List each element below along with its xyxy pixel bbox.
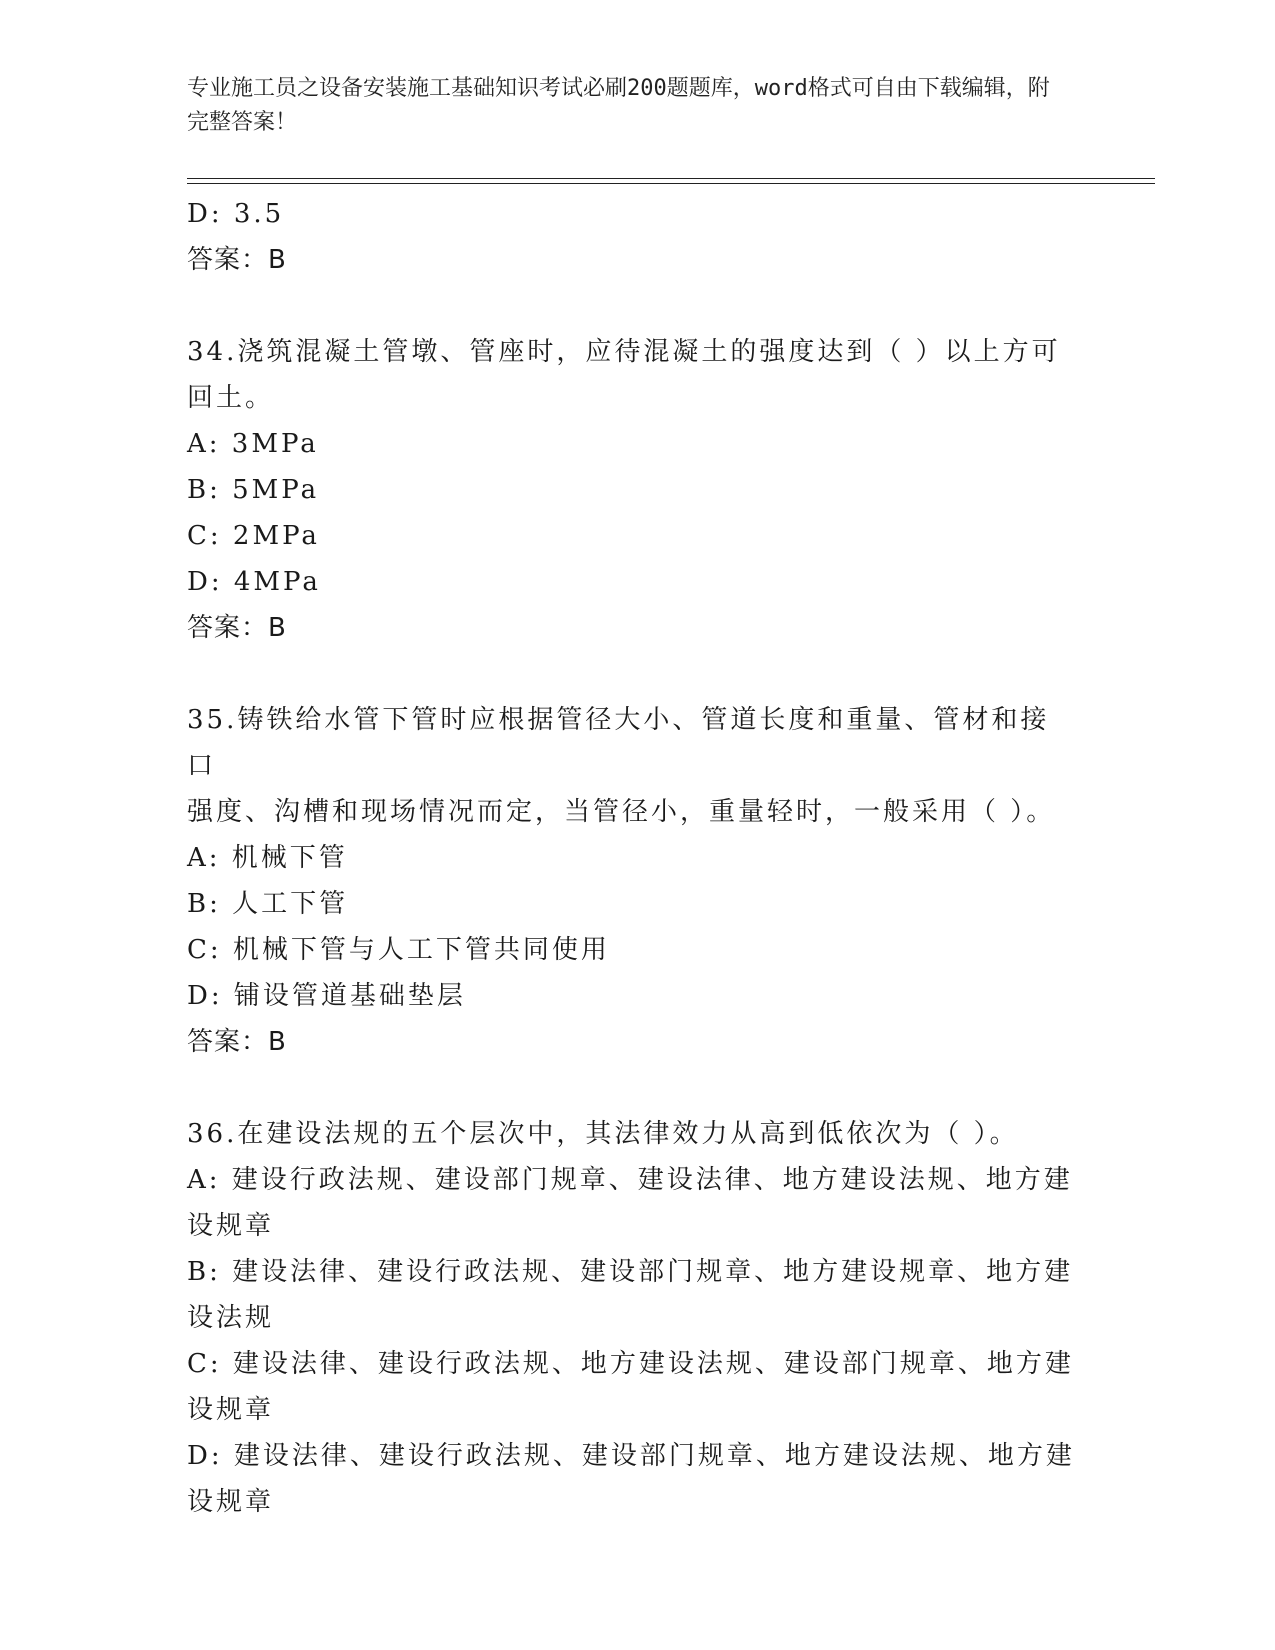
question-stem: 34.浇筑混凝土管墩、管座时，应待混凝土的强度达到（ ）以上方可 <box>187 337 1061 367</box>
option-b: B: 人工下管 <box>187 889 349 919</box>
option-c-cont: 设规章 <box>187 1395 275 1425</box>
question-content <box>187 191 1077 1525</box>
option-a: A: 建设行政法规、建设部门规章、建设法律、地方建设法规、地方建 <box>187 1165 1073 1195</box>
option-d-cont: 设规章 <box>187 1487 275 1517</box>
option-a: A: 机械下管 <box>187 843 348 873</box>
option-a: A: 3MPa <box>187 429 319 459</box>
option-d: D: 3.5 <box>187 199 285 229</box>
question-stem-cont: 强度、沟槽和现场情况而定，当管径小，重量轻时，一般采用（ ）。 <box>187 797 1056 827</box>
option-c: C: 建设法律、建设行政法规、地方建设法规、建设部门规章、地方建 <box>187 1349 1074 1379</box>
answer-line: 答案：B <box>187 613 287 643</box>
answer-line: 答案：B <box>187 245 287 275</box>
question-36 <box>187 1111 1077 1525</box>
answer-line: 答案：B <box>187 1027 287 1057</box>
question-34 <box>187 329 1077 651</box>
option-c: C: 2MPa <box>187 521 320 551</box>
question-stem-cont: 回土。 <box>187 383 275 413</box>
previous-question-tail <box>187 191 1077 283</box>
spacer <box>187 283 1077 329</box>
option-a-cont: 设规章 <box>187 1211 275 1241</box>
question-stem: 35.铸铁给水管下管时应根据管径大小、管道长度和重量、管材和接口 <box>187 705 1050 781</box>
header-rule-top <box>187 178 1155 179</box>
question-stem: 36.在建设法规的五个层次中，其法律效力从高到低依次为（ ）。 <box>187 1119 1019 1149</box>
option-c: C: 机械下管与人工下管共同使用 <box>187 935 610 965</box>
option-d: D: 铺设管道基础垫层 <box>187 981 466 1011</box>
spacer <box>187 651 1077 697</box>
document-title: 专业施工员之设备安装施工基础知识考试必刷200题题库，word格式可自由下载编辑，附完整答案！ <box>187 76 1050 135</box>
option-b: B: 建设法律、建设行政法规、建设部门规章、地方建设规章、地方建 <box>187 1257 1074 1287</box>
page-header <box>187 72 1067 140</box>
header-rule-bottom <box>187 183 1155 184</box>
option-d: D: 建设法律、建设行政法规、建设部门规章、地方建设法规、地方建 <box>187 1441 1075 1471</box>
option-d: D: 4MPa <box>187 567 321 597</box>
spacer <box>187 1065 1077 1111</box>
option-b: B: 5MPa <box>187 475 320 505</box>
question-35 <box>187 697 1077 1065</box>
option-b-cont: 设法规 <box>187 1303 275 1333</box>
